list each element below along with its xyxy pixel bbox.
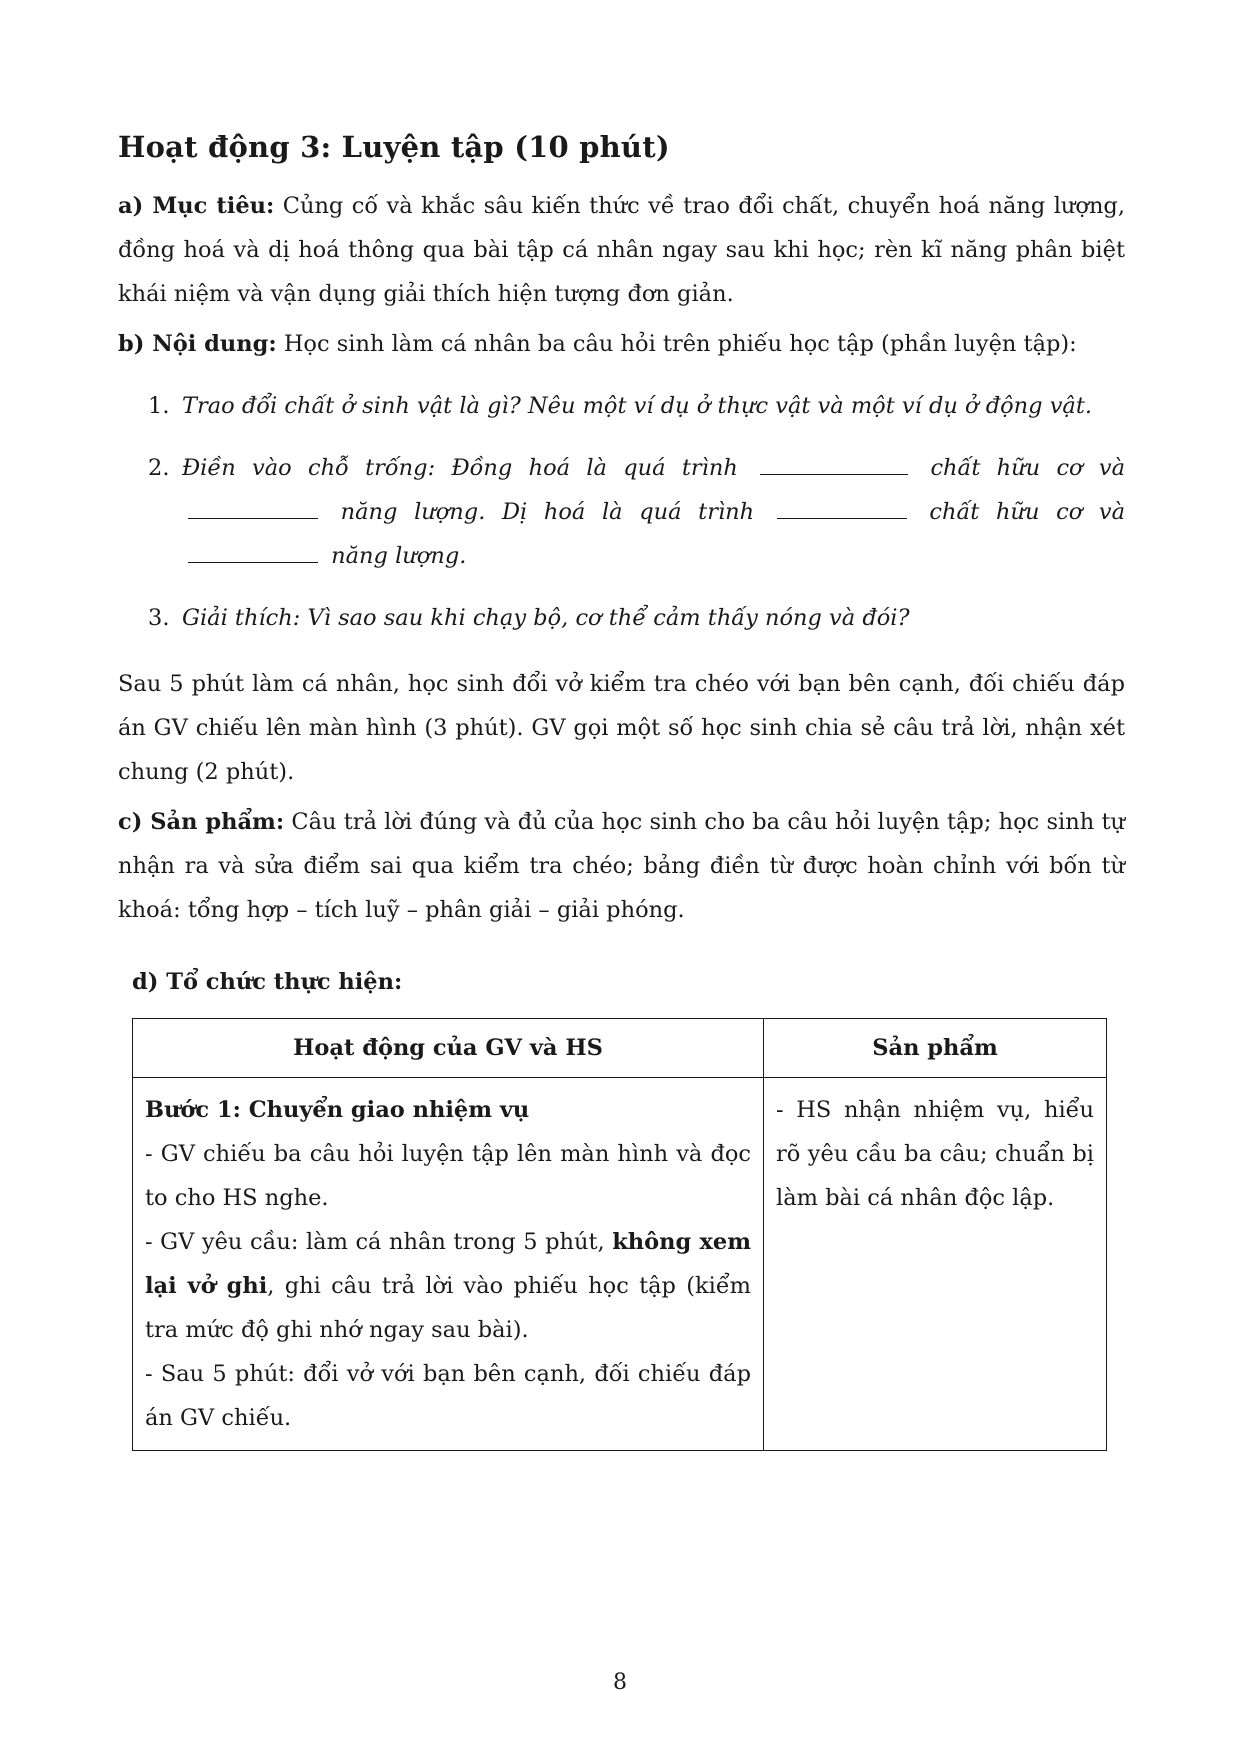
- objective-text: Củng cố và khắc sâu kiến thức về trao đổi chất, chuyển hoá năng lượng, đồng hoá và dị hoá thông qua bài tập cá nhân ngay sau khi học; rèn kĩ năng phân biệt khái niệm và vận dụng giải thích hiện tượng đơn giản.: [118, 193, 1125, 307]
- activity-line: - GV chiếu ba câu hỏi luyện tập lên màn hình và đọc to cho HS nghe.: [145, 1141, 751, 1211]
- activity-text: , ghi câu trả lời vào phiếu học tập (kiểm tra mức độ ghi nhớ ngay sau bài).: [145, 1273, 751, 1343]
- fill-blank[interactable]: [760, 452, 908, 475]
- question-number: 2.: [148, 455, 170, 481]
- question-item: [118, 596, 1125, 640]
- objective-paragraph: [118, 184, 1125, 316]
- question-number: 3.: [148, 605, 170, 631]
- section-heading: Hoạt động 3: Luyện tập (10 phút): [118, 130, 670, 164]
- product-text: Câu trả lời đúng và đủ của học sinh cho ba câu hỏi luyện tập; học sinh tự nhận ra và sửa điểm sai qua kiểm tra chéo; bảng điền từ được hoàn chỉnh với bốn từ khoá: tổng hợp – tích luỹ – phân giải – giải phóng.: [118, 809, 1125, 923]
- activities-cell: [133, 1078, 764, 1451]
- content-label: b) Nội dung:: [118, 331, 277, 357]
- activity-emphasis: không xem lại vở ghi: [145, 1229, 752, 1299]
- fill-blank[interactable]: [188, 496, 318, 519]
- product-cell: - HS nhận nhiệm vụ, hiểu rõ yêu cầu ba câu; chuẩn bị làm bài cá nhân độc lập.: [764, 1078, 1107, 1451]
- objective-label: a) Mục tiêu:: [118, 193, 275, 219]
- question-text: chất hữu cơ và: [929, 499, 1126, 525]
- activity-line: [145, 1220, 751, 1352]
- document-page: [118, 118, 1125, 1451]
- table-header-product: Sản phẩm: [764, 1019, 1107, 1078]
- question-list: [118, 384, 1125, 640]
- question-item: [118, 384, 1125, 428]
- table-header-activities: Hoạt động của GV và HS: [133, 1019, 764, 1078]
- question-text: năng lượng.: [331, 543, 467, 569]
- organization-label: d) Tổ chức thực hiện:: [132, 969, 403, 995]
- organization-table: [132, 1018, 1107, 1451]
- question-text: chất hữu cơ và: [930, 455, 1126, 481]
- fill-blank[interactable]: [188, 540, 318, 563]
- fill-blank[interactable]: [777, 496, 907, 519]
- step-title: Bước 1: Chuyển giao nhiệm vụ: [145, 1097, 530, 1123]
- question-item: [118, 446, 1125, 578]
- question-text: Trao đổi chất ở sinh vật là gì? Nêu một ví dụ ở thực vật và một ví dụ ở động vật.: [182, 393, 1093, 419]
- question-text: Điền vào chỗ trống: Đồng hoá là quá trình: [182, 455, 738, 481]
- table-header-row: [133, 1019, 1107, 1078]
- product-label: c) Sản phẩm:: [118, 809, 285, 835]
- activity-line: - Sau 5 phút: đổi vở với bạn bên cạnh, đối chiếu đáp án GV chiếu.: [145, 1361, 751, 1431]
- content-paragraph: [118, 322, 1125, 366]
- table-row: [133, 1078, 1107, 1451]
- procedure-paragraph: Sau 5 phút làm cá nhân, học sinh đổi vở kiểm tra chéo với bạn bên cạnh, đối chiếu đáp án GV chiếu lên màn hình (3 phút). GV gọi một số học sinh chia sẻ câu trả lời, nhận xét chung (2 phút).: [118, 671, 1125, 785]
- question-text: Giải thích: Vì sao sau khi chạy bộ, cơ thể cảm thấy nóng và đói?: [182, 605, 910, 631]
- activity-text: - GV yêu cầu: làm cá nhân trong 5 phút,: [145, 1229, 605, 1255]
- page-number: 8: [613, 1670, 627, 1695]
- product-paragraph: [118, 800, 1125, 932]
- question-number: 1.: [148, 393, 170, 419]
- question-text: năng lượng. Dị hoá là quá trình: [340, 499, 755, 525]
- content-text: Học sinh làm cá nhân ba câu hỏi trên phiếu học tập (phần luyện tập):: [283, 331, 1077, 357]
